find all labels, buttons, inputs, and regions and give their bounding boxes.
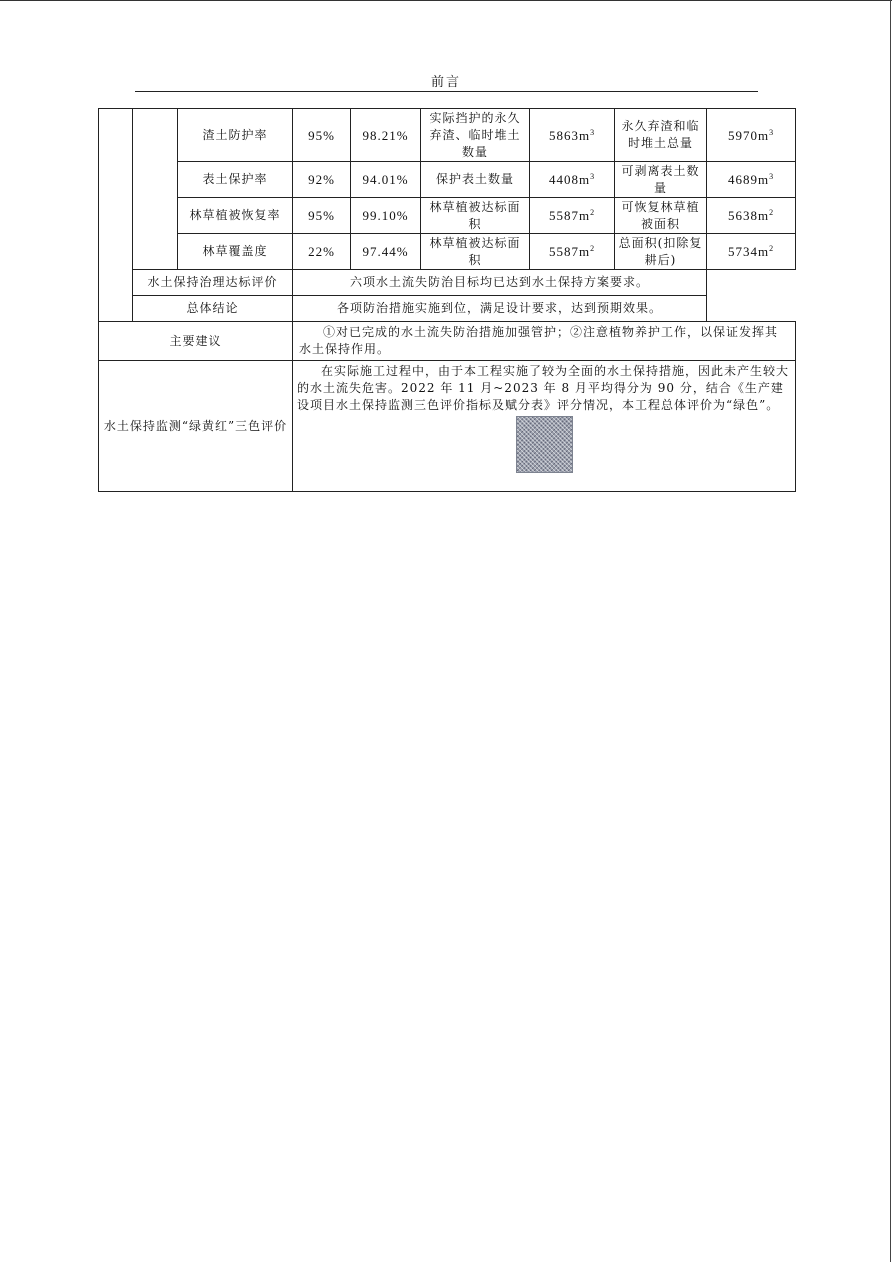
indicator-name: 表土保护率 — [178, 162, 293, 198]
evaluation-label: 水土保持治理达标评价 — [133, 270, 293, 296]
table-row — [99, 109, 796, 162]
indicator-name: 林草植被恢复率 — [178, 198, 293, 234]
actual-value: 97.44% — [351, 234, 421, 270]
evaluation-table — [98, 108, 796, 492]
suggestion-text: ①对已完成的水土流失防治措施加强管护；②注意植物养护工作，以保证发挥其水土保持作用。 — [293, 322, 796, 361]
base-name: 可恢复林草植被面积 — [615, 198, 707, 234]
base-value: $5638m^2$ — [707, 198, 796, 234]
conclusion-text: 各项防治措施实施到位，满足设计要求，达到预期效果。 — [293, 296, 707, 322]
measure-value: $5863m^3$ — [530, 109, 615, 162]
measure-name: 实际挡护的永久弃渣、临时堆土数量 — [421, 109, 530, 162]
table-row — [99, 162, 796, 198]
actual-value: 99.10% — [351, 198, 421, 234]
measure-value: $5587m^2$ — [530, 234, 615, 270]
evaluation-text: 六项水土流失防治目标均已达到水土保持方案要求。 — [293, 270, 707, 296]
header-rule — [135, 91, 758, 92]
page-top-border — [0, 0, 892, 1]
base-name: 可剥离表土数量 — [615, 162, 707, 198]
measure-name: 林草植被达标面积 — [421, 198, 530, 234]
table-row — [99, 361, 796, 492]
tricolor-text: 在实际施工过程中，由于本工程实施了较为全面的水土保持措施，因此未产生较大的水土流失危害。2022 年 11 月~2023 年 8 月平均得分为 90 分，结合《生产建设项目水土保持监测三色评价指标及赋分表》评分情况，本工程总体评价为“绿色”。 — [297, 364, 790, 412]
target-value: 92% — [293, 162, 351, 198]
target-value: 95% — [293, 198, 351, 234]
indicator-name: 林草覆盖度 — [178, 234, 293, 270]
base-name: 总面积(扣除复耕后) — [615, 234, 707, 270]
table-row — [99, 322, 796, 361]
tricolor-label: 水土保持监测“绿黄红”三色评价 — [99, 361, 293, 492]
table-row — [99, 198, 796, 234]
measure-name: 林草植被达标面积 — [421, 234, 530, 270]
base-value: $5734m^2$ — [707, 234, 796, 270]
base-value: $4689m^3$ — [707, 162, 796, 198]
indicator-name: 渣土防护率 — [178, 109, 293, 162]
conclusion-label: 总体结论 — [133, 296, 293, 322]
target-value: 22% — [293, 234, 351, 270]
target-value: 95% — [293, 109, 351, 162]
qr-code-image — [516, 416, 573, 473]
base-name: 永久弃渣和临时堆土总量 — [615, 109, 707, 162]
measure-value: $4408m^3$ — [530, 162, 615, 198]
actual-value: 98.21% — [351, 109, 421, 162]
actual-value: 94.01% — [351, 162, 421, 198]
tricolor-cell — [293, 361, 796, 492]
merged-cell — [133, 109, 178, 270]
page-right-border — [890, 0, 891, 1262]
base-value: $5970m^3$ — [707, 109, 796, 162]
suggestion-label: 主要建议 — [99, 322, 293, 361]
measure-value: $5587m^2$ — [530, 198, 615, 234]
merged-cell — [99, 109, 133, 322]
table-row — [99, 270, 796, 296]
table-row — [99, 296, 796, 322]
page-header-title: 前言 — [430, 75, 461, 90]
table-row — [99, 234, 796, 270]
measure-name: 保护表土数量 — [421, 162, 530, 198]
